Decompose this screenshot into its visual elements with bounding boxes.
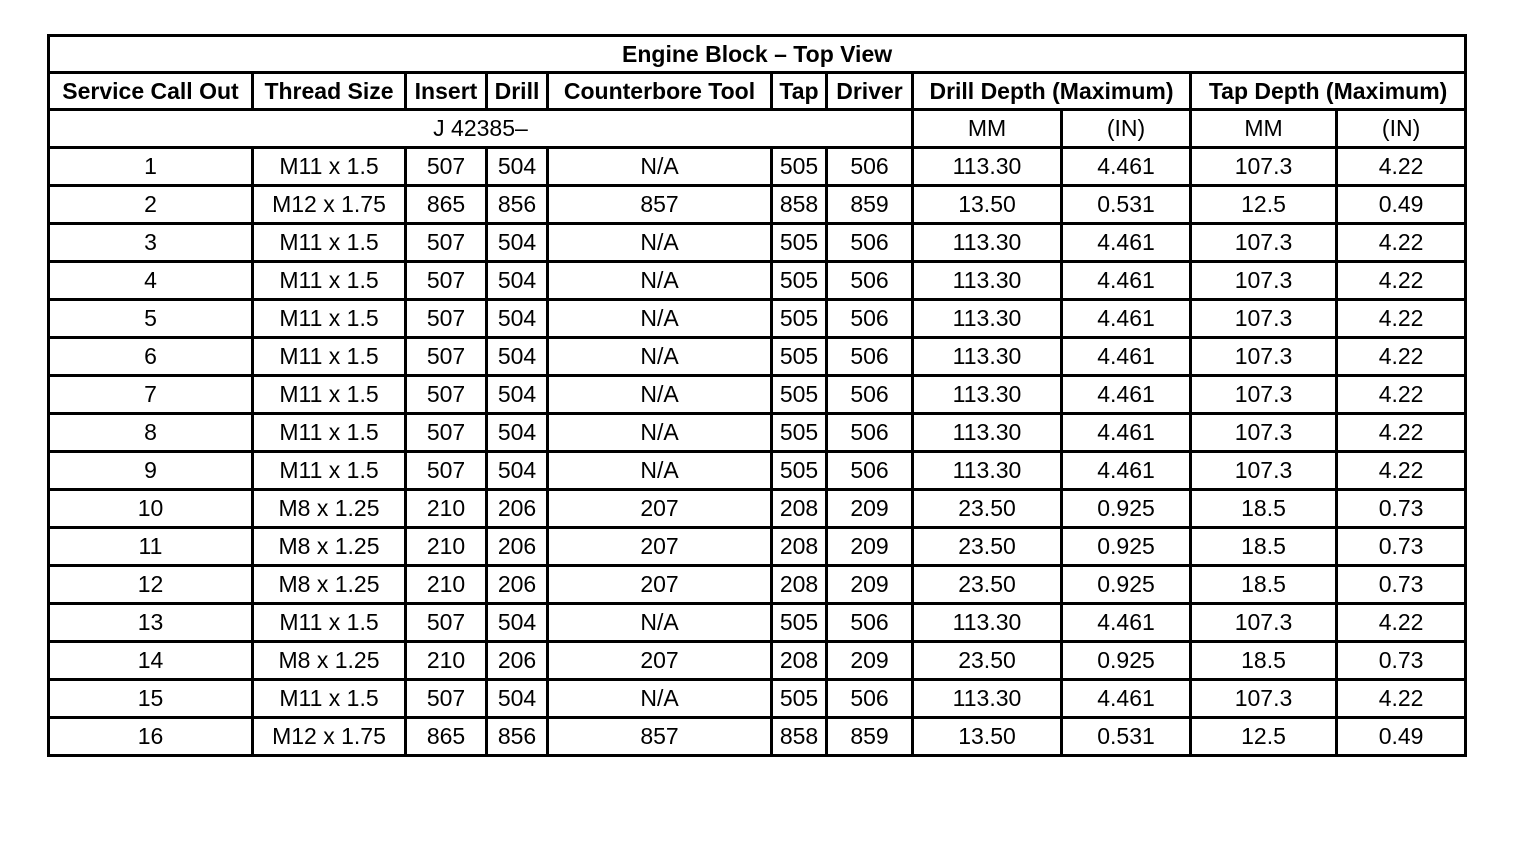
cell-tap-depth-in: 0.73 (1337, 566, 1466, 604)
header-counterbore-tool: Counterbore Tool (548, 73, 772, 110)
cell-thread-size: M11 x 1.5 (253, 376, 406, 414)
cell-counterbore-tool: N/A (548, 452, 772, 490)
cell-tap-depth-in: 0.49 (1337, 718, 1466, 756)
cell-counterbore-tool: N/A (548, 300, 772, 338)
cell-drill: 504 (487, 680, 548, 718)
cell-driver: 209 (827, 528, 913, 566)
cell-insert: 507 (406, 262, 487, 300)
table-row (49, 186, 1466, 224)
cell-service-call-out: 14 (49, 642, 253, 680)
tool-prefix: J 42385– (49, 110, 913, 148)
cell-thread-size: M12 x 1.75 (253, 186, 406, 224)
cell-tap-depth-mm: 107.3 (1191, 604, 1337, 642)
cell-thread-size: M11 x 1.5 (253, 148, 406, 186)
cell-counterbore-tool: N/A (548, 148, 772, 186)
cell-drill-depth-mm: 113.30 (913, 604, 1062, 642)
table-body (49, 148, 1466, 756)
cell-drill-depth-in: 4.461 (1062, 680, 1191, 718)
cell-tap: 208 (772, 490, 827, 528)
header-service-call-out: Service Call Out (49, 73, 253, 110)
cell-drill-depth-in: 4.461 (1062, 224, 1191, 262)
cell-drill-depth-mm: 113.30 (913, 262, 1062, 300)
cell-drill: 504 (487, 376, 548, 414)
cell-tap: 505 (772, 338, 827, 376)
drill-depth-in-unit: (IN) (1062, 110, 1191, 148)
header-tap-depth: Tap Depth (Maximum) (1191, 73, 1466, 110)
cell-service-call-out: 13 (49, 604, 253, 642)
cell-counterbore-tool: N/A (548, 414, 772, 452)
title-row (49, 36, 1466, 73)
cell-drill-depth-mm: 23.50 (913, 528, 1062, 566)
cell-service-call-out: 6 (49, 338, 253, 376)
cell-drill-depth-in: 0.531 (1062, 718, 1191, 756)
cell-thread-size: M8 x 1.25 (253, 566, 406, 604)
cell-drill-depth-in: 0.925 (1062, 490, 1191, 528)
cell-drill-depth-in: 4.461 (1062, 452, 1191, 490)
cell-tap-depth-in: 4.22 (1337, 262, 1466, 300)
cell-drill-depth-in: 4.461 (1062, 262, 1191, 300)
cell-counterbore-tool: N/A (548, 680, 772, 718)
cell-tap: 858 (772, 718, 827, 756)
cell-drill-depth-mm: 23.50 (913, 490, 1062, 528)
cell-insert: 507 (406, 680, 487, 718)
cell-insert: 507 (406, 148, 487, 186)
cell-insert: 865 (406, 718, 487, 756)
cell-tap-depth-in: 4.22 (1337, 224, 1466, 262)
table-title: Engine Block – Top View (49, 36, 1466, 73)
cell-service-call-out: 11 (49, 528, 253, 566)
cell-insert: 507 (406, 300, 487, 338)
cell-drill-depth-mm: 13.50 (913, 186, 1062, 224)
cell-insert: 507 (406, 224, 487, 262)
table-row (49, 528, 1466, 566)
cell-driver: 506 (827, 300, 913, 338)
table-row (49, 262, 1466, 300)
cell-drill: 504 (487, 262, 548, 300)
cell-tap-depth-mm: 107.3 (1191, 224, 1337, 262)
cell-tap-depth-in: 4.22 (1337, 604, 1466, 642)
cell-service-call-out: 2 (49, 186, 253, 224)
cell-driver: 506 (827, 148, 913, 186)
table-row (49, 452, 1466, 490)
cell-thread-size: M11 x 1.5 (253, 262, 406, 300)
cell-drill-depth-in: 0.925 (1062, 528, 1191, 566)
cell-insert: 210 (406, 566, 487, 604)
cell-tap: 208 (772, 566, 827, 604)
cell-service-call-out: 9 (49, 452, 253, 490)
header-thread-size: Thread Size (253, 73, 406, 110)
cell-insert: 507 (406, 414, 487, 452)
tap-depth-mm-unit: MM (1191, 110, 1337, 148)
cell-tap-depth-in: 4.22 (1337, 452, 1466, 490)
cell-drill-depth-mm: 113.30 (913, 680, 1062, 718)
cell-thread-size: M11 x 1.5 (253, 604, 406, 642)
cell-tap: 208 (772, 642, 827, 680)
cell-driver: 209 (827, 490, 913, 528)
cell-drill: 856 (487, 186, 548, 224)
cell-driver: 506 (827, 680, 913, 718)
cell-tap-depth-in: 4.22 (1337, 414, 1466, 452)
table-row (49, 300, 1466, 338)
table-row (49, 642, 1466, 680)
cell-counterbore-tool: 207 (548, 528, 772, 566)
cell-counterbore-tool: 857 (548, 186, 772, 224)
table-row (49, 680, 1466, 718)
cell-insert: 507 (406, 452, 487, 490)
cell-counterbore-tool: N/A (548, 224, 772, 262)
cell-drill-depth-in: 4.461 (1062, 414, 1191, 452)
cell-drill: 504 (487, 300, 548, 338)
cell-service-call-out: 7 (49, 376, 253, 414)
cell-tap: 505 (772, 414, 827, 452)
cell-drill-depth-mm: 23.50 (913, 642, 1062, 680)
cell-drill: 504 (487, 604, 548, 642)
cell-drill-depth-in: 4.461 (1062, 300, 1191, 338)
table-row (49, 718, 1466, 756)
cell-insert: 865 (406, 186, 487, 224)
engine-block-spec-table (47, 34, 1467, 757)
cell-driver: 506 (827, 376, 913, 414)
cell-drill-depth-in: 4.461 (1062, 338, 1191, 376)
cell-drill-depth-mm: 113.30 (913, 300, 1062, 338)
cell-service-call-out: 8 (49, 414, 253, 452)
cell-drill-depth-in: 4.461 (1062, 148, 1191, 186)
cell-counterbore-tool: N/A (548, 338, 772, 376)
cell-drill: 206 (487, 528, 548, 566)
cell-drill: 206 (487, 490, 548, 528)
cell-counterbore-tool: N/A (548, 604, 772, 642)
cell-drill-depth-in: 0.925 (1062, 566, 1191, 604)
cell-insert: 507 (406, 376, 487, 414)
cell-service-call-out: 16 (49, 718, 253, 756)
cell-insert: 210 (406, 490, 487, 528)
cell-drill-depth-in: 0.925 (1062, 642, 1191, 680)
cell-service-call-out: 10 (49, 490, 253, 528)
cell-drill: 856 (487, 718, 548, 756)
cell-driver: 506 (827, 414, 913, 452)
cell-tap-depth-in: 4.22 (1337, 680, 1466, 718)
cell-tap-depth-mm: 107.3 (1191, 262, 1337, 300)
cell-tap-depth-mm: 107.3 (1191, 148, 1337, 186)
cell-counterbore-tool: 857 (548, 718, 772, 756)
cell-drill: 206 (487, 642, 548, 680)
cell-service-call-out: 1 (49, 148, 253, 186)
cell-service-call-out: 15 (49, 680, 253, 718)
cell-driver: 506 (827, 604, 913, 642)
cell-tap: 505 (772, 376, 827, 414)
cell-tap-depth-mm: 107.3 (1191, 452, 1337, 490)
cell-thread-size: M8 x 1.25 (253, 490, 406, 528)
header-tap: Tap (772, 73, 827, 110)
table-row (49, 148, 1466, 186)
cell-drill: 504 (487, 148, 548, 186)
cell-drill-depth-mm: 113.30 (913, 376, 1062, 414)
cell-tap-depth-in: 0.73 (1337, 490, 1466, 528)
cell-thread-size: M11 x 1.5 (253, 300, 406, 338)
table-row (49, 490, 1466, 528)
cell-driver: 506 (827, 262, 913, 300)
cell-thread-size: M12 x 1.75 (253, 718, 406, 756)
cell-tap: 505 (772, 148, 827, 186)
header-drill-depth: Drill Depth (Maximum) (913, 73, 1191, 110)
table-row (49, 376, 1466, 414)
cell-drill-depth-mm: 113.30 (913, 224, 1062, 262)
cell-thread-size: M11 x 1.5 (253, 680, 406, 718)
cell-tap: 505 (772, 680, 827, 718)
table-row (49, 414, 1466, 452)
cell-tap-depth-in: 0.73 (1337, 528, 1466, 566)
cell-driver: 506 (827, 452, 913, 490)
cell-driver: 859 (827, 718, 913, 756)
cell-driver: 209 (827, 642, 913, 680)
cell-tap: 858 (772, 186, 827, 224)
cell-tap-depth-mm: 107.3 (1191, 414, 1337, 452)
cell-service-call-out: 12 (49, 566, 253, 604)
cell-tap-depth-in: 4.22 (1337, 338, 1466, 376)
table-row (49, 604, 1466, 642)
cell-drill-depth-mm: 113.30 (913, 414, 1062, 452)
cell-tap-depth-in: 0.49 (1337, 186, 1466, 224)
header-driver: Driver (827, 73, 913, 110)
tap-depth-in-unit: (IN) (1337, 110, 1466, 148)
cell-service-call-out: 4 (49, 262, 253, 300)
cell-drill-depth-in: 4.461 (1062, 604, 1191, 642)
drill-depth-mm-unit: MM (913, 110, 1062, 148)
header-insert: Insert (406, 73, 487, 110)
table-row (49, 566, 1466, 604)
cell-thread-size: M11 x 1.5 (253, 224, 406, 262)
cell-drill-depth-mm: 23.50 (913, 566, 1062, 604)
cell-insert: 507 (406, 604, 487, 642)
table-row (49, 338, 1466, 376)
cell-tap-depth-mm: 18.5 (1191, 642, 1337, 680)
cell-drill-depth-in: 4.461 (1062, 376, 1191, 414)
cell-counterbore-tool: 207 (548, 566, 772, 604)
cell-tap: 505 (772, 604, 827, 642)
cell-thread-size: M8 x 1.25 (253, 642, 406, 680)
unit-subheader-row (49, 110, 1466, 148)
cell-drill-depth-mm: 13.50 (913, 718, 1062, 756)
cell-tap: 505 (772, 262, 827, 300)
cell-service-call-out: 3 (49, 224, 253, 262)
cell-tap-depth-mm: 12.5 (1191, 186, 1337, 224)
cell-drill-depth-mm: 113.30 (913, 338, 1062, 376)
cell-drill: 504 (487, 414, 548, 452)
cell-counterbore-tool: N/A (548, 262, 772, 300)
cell-tap: 208 (772, 528, 827, 566)
cell-tap: 505 (772, 224, 827, 262)
cell-tap-depth-mm: 107.3 (1191, 376, 1337, 414)
cell-tap-depth-in: 0.73 (1337, 642, 1466, 680)
cell-counterbore-tool: N/A (548, 376, 772, 414)
cell-thread-size: M11 x 1.5 (253, 452, 406, 490)
cell-insert: 210 (406, 642, 487, 680)
cell-tap-depth-mm: 18.5 (1191, 490, 1337, 528)
cell-drill: 206 (487, 566, 548, 604)
cell-drill-depth-mm: 113.30 (913, 148, 1062, 186)
cell-tap-depth-mm: 107.3 (1191, 680, 1337, 718)
cell-tap-depth-mm: 18.5 (1191, 566, 1337, 604)
cell-driver: 506 (827, 338, 913, 376)
cell-tap-depth-mm: 107.3 (1191, 300, 1337, 338)
column-header-row (49, 73, 1466, 110)
table-row (49, 224, 1466, 262)
cell-driver: 859 (827, 186, 913, 224)
cell-drill-depth-in: 0.531 (1062, 186, 1191, 224)
cell-thread-size: M11 x 1.5 (253, 338, 406, 376)
cell-counterbore-tool: 207 (548, 642, 772, 680)
cell-insert: 210 (406, 528, 487, 566)
header-drill: Drill (487, 73, 548, 110)
cell-tap-depth-mm: 18.5 (1191, 528, 1337, 566)
cell-drill: 504 (487, 452, 548, 490)
cell-drill: 504 (487, 338, 548, 376)
cell-insert: 507 (406, 338, 487, 376)
cell-tap: 505 (772, 452, 827, 490)
cell-drill: 504 (487, 224, 548, 262)
cell-thread-size: M8 x 1.25 (253, 528, 406, 566)
cell-tap-depth-mm: 107.3 (1191, 338, 1337, 376)
cell-tap-depth-mm: 12.5 (1191, 718, 1337, 756)
cell-driver: 506 (827, 224, 913, 262)
cell-counterbore-tool: 207 (548, 490, 772, 528)
cell-tap-depth-in: 4.22 (1337, 300, 1466, 338)
cell-tap: 505 (772, 300, 827, 338)
cell-driver: 209 (827, 566, 913, 604)
cell-thread-size: M11 x 1.5 (253, 414, 406, 452)
cell-service-call-out: 5 (49, 300, 253, 338)
cell-tap-depth-in: 4.22 (1337, 376, 1466, 414)
cell-drill-depth-mm: 113.30 (913, 452, 1062, 490)
cell-tap-depth-in: 4.22 (1337, 148, 1466, 186)
